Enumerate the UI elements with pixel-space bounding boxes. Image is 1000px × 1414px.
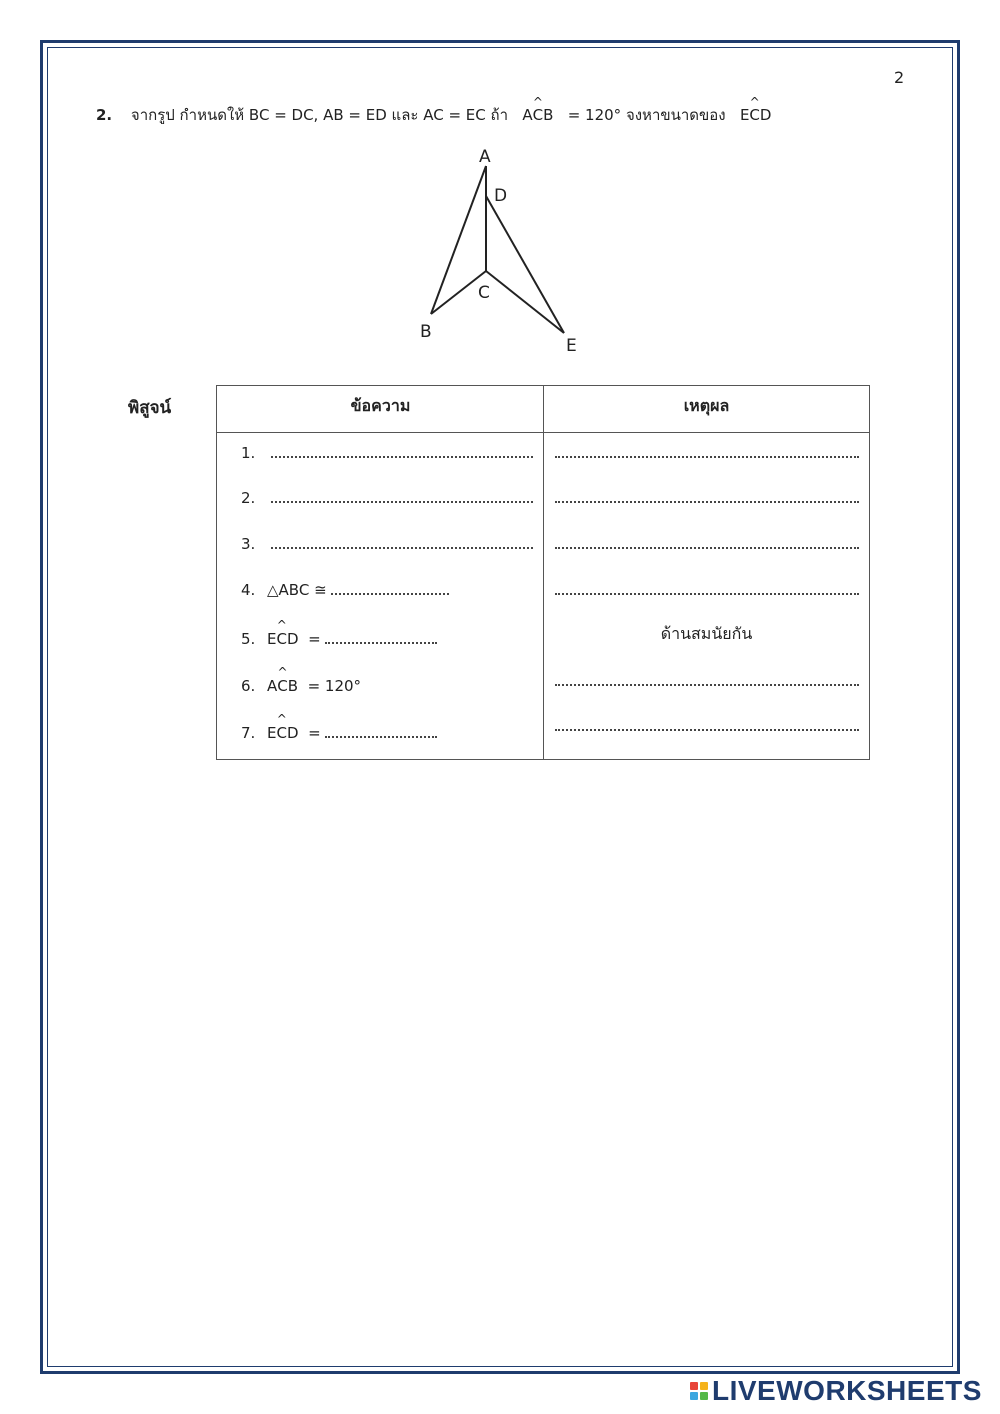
statement-row-5: 5. E^ CD = <box>241 628 437 649</box>
icon-square-1 <box>690 1382 698 1390</box>
blank-reason-7[interactable] <box>555 729 859 731</box>
angle-ecd: E^ CD <box>740 106 772 124</box>
statement-row-6: 6. A^ CB = 120° <box>241 676 361 696</box>
icon-square-3 <box>690 1392 698 1400</box>
column-divider <box>543 386 544 759</box>
blank-statement-5[interactable] <box>325 628 437 644</box>
page-number: 2 <box>894 68 905 87</box>
label-e: E <box>566 336 577 356</box>
blank-statement-3[interactable] <box>271 533 533 549</box>
label-a: A <box>479 147 491 167</box>
brand-text: LIVEWORKSHEETS <box>712 1375 982 1406</box>
icon-square-2 <box>700 1382 708 1390</box>
brand-logo <box>690 1376 982 1406</box>
question-number: 2. <box>96 106 113 124</box>
segment-ce <box>486 271 564 333</box>
question-text-middle: = 120° จงหาขนาดของ <box>567 106 726 124</box>
blank-statement-2[interactable] <box>271 487 533 503</box>
icon-square-4 <box>700 1392 708 1400</box>
label-c: C <box>478 283 490 303</box>
blank-statement-7[interactable] <box>325 722 437 738</box>
statement-row-1: 1. <box>241 442 533 463</box>
statement-row-4: 4. △ABC ≅ <box>241 579 449 600</box>
blank-statement-1[interactable] <box>271 442 533 458</box>
statement-row-2: 2. <box>241 487 533 508</box>
question <box>96 103 771 127</box>
proof-label: พิสูจน์ <box>128 398 172 418</box>
blank-reason-6[interactable] <box>555 684 859 686</box>
blank-reason-3[interactable] <box>555 547 859 549</box>
proof-table <box>216 385 870 760</box>
blank-reason-2[interactable] <box>555 501 859 503</box>
statement-row-7: 7. E^ CD = <box>241 722 437 743</box>
header-reason: เหตุผล <box>683 396 730 415</box>
segment-de <box>486 196 564 333</box>
question-text-before: จากรูป กำหนดให้ BC = DC, AB = ED และ AC = EC ถ้า <box>130 106 509 124</box>
label-d: D <box>494 186 508 206</box>
liveworksheets-icon <box>690 1382 708 1400</box>
triangle-figure <box>400 140 600 360</box>
reason-row-5: ด้านสมนัยกัน <box>660 624 753 643</box>
angle-acb: A^ CB <box>522 106 553 124</box>
label-b: B <box>420 322 432 342</box>
blank-reason-1[interactable] <box>555 456 859 458</box>
blank-statement-4[interactable] <box>331 579 449 595</box>
statement-row-3: 3. <box>241 533 533 554</box>
blank-reason-4[interactable] <box>555 593 859 595</box>
header-statement: ข้อความ <box>350 396 411 415</box>
